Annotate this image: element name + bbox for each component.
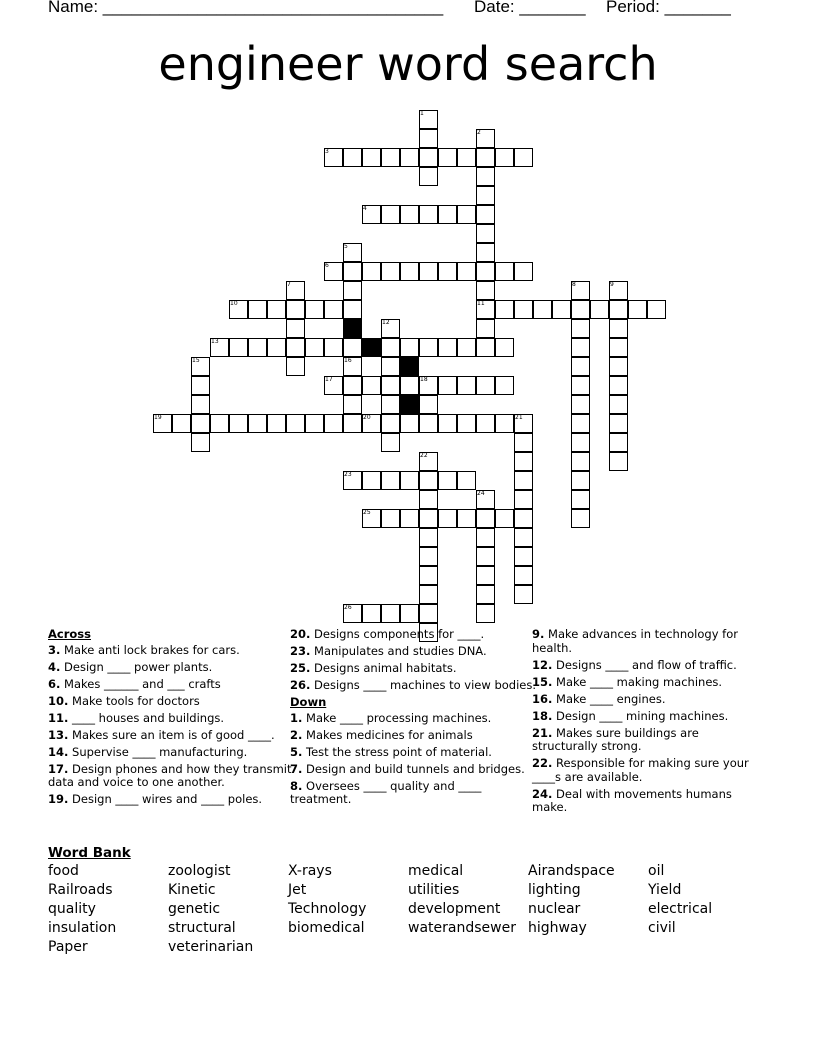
grid-cell[interactable]: [286, 319, 305, 338]
grid-cell[interactable]: [400, 262, 419, 281]
clue-text: Design ____ power plants.: [60, 659, 213, 674]
grid-cell[interactable]: [609, 433, 628, 452]
grid-cell[interactable]: [476, 167, 495, 186]
grid-cell[interactable]: [457, 471, 476, 490]
grid-cell[interactable]: [343, 148, 362, 167]
clue: [48, 678, 298, 692]
grid-cell[interactable]: [609, 338, 628, 357]
grid-cell[interactable]: [381, 433, 400, 452]
grid-cell[interactable]: [476, 148, 495, 167]
grid-cell[interactable]: [552, 300, 571, 319]
word-bank-word: insulation: [48, 920, 117, 936]
clue: [290, 763, 540, 777]
clue-text: Make ____ making machines.: [552, 674, 723, 689]
clue-num: 2.: [290, 727, 303, 742]
grid-cell[interactable]: [571, 452, 590, 471]
clue-text: Design phones and how they transmit data and voice to one another.: [48, 761, 292, 789]
clue-number: 10: [230, 300, 238, 308]
grid-cell[interactable]: [476, 243, 495, 262]
word-bank-word: civil: [648, 920, 676, 936]
clue: [48, 793, 298, 807]
word-bank-word: lighting: [528, 882, 581, 898]
grid-cell[interactable]: [438, 262, 457, 281]
clue-num: 6.: [48, 676, 61, 691]
clue-number: 25: [363, 509, 371, 517]
grid-cell[interactable]: [609, 300, 628, 319]
grid-cell[interactable]: [381, 262, 400, 281]
clue-number: 19: [154, 414, 162, 422]
grid-cell[interactable]: [571, 509, 590, 528]
grid-cell[interactable]: [495, 262, 514, 281]
grid-cell[interactable]: [514, 490, 533, 509]
grid-cell[interactable]: [457, 205, 476, 224]
grid-cell[interactable]: [419, 262, 438, 281]
grid-cell[interactable]: [400, 376, 419, 395]
grid-cell[interactable]: [419, 566, 438, 585]
grid-cell[interactable]: [267, 300, 286, 319]
clue-text: Make ____ processing machines.: [302, 710, 492, 725]
clue-number: 1: [420, 110, 424, 118]
clue-num: 22.: [532, 756, 553, 770]
grid-cell[interactable]: [343, 300, 362, 319]
clue-num: 14.: [48, 744, 69, 759]
period-field-label: Period: _______: [606, 0, 731, 16]
clue-number: 9: [610, 281, 614, 289]
grid-cell[interactable]: [438, 509, 457, 528]
word-bank-word: biomedical: [288, 920, 365, 936]
clue: [532, 676, 762, 690]
grid-cell: [400, 395, 419, 414]
word-bank-heading: Word Bank: [48, 845, 131, 861]
grid-cell[interactable]: [571, 376, 590, 395]
grid-cell[interactable]: [362, 376, 381, 395]
grid-cell[interactable]: [419, 471, 438, 490]
grid-cell[interactable]: [571, 414, 590, 433]
grid-cell[interactable]: [381, 357, 400, 376]
clue-text: Manipulates and studies DNA.: [310, 644, 487, 658]
grid-cell[interactable]: [362, 262, 381, 281]
grid-cell: [400, 357, 419, 376]
grid-cell[interactable]: [457, 509, 476, 528]
grid-cell[interactable]: [419, 585, 438, 604]
word-bank-word: Railroads: [48, 882, 113, 898]
clue-num: 7.: [290, 761, 303, 776]
clue: [532, 788, 762, 815]
grid-cell[interactable]: [267, 338, 286, 357]
clue-num: 4.: [48, 659, 61, 674]
grid-cell[interactable]: [248, 338, 267, 357]
grid-cell[interactable]: [172, 414, 191, 433]
clue: [532, 628, 762, 655]
clue-text: Supervise ____ manufacturing.: [68, 744, 248, 759]
word-bank-word: medical: [408, 863, 464, 879]
grid-cell[interactable]: [514, 547, 533, 566]
clue-number: 23: [344, 471, 352, 479]
grid-cell[interactable]: [457, 262, 476, 281]
clue: [48, 763, 298, 790]
grid-cell[interactable]: [476, 319, 495, 338]
grid-cell[interactable]: [400, 414, 419, 433]
grid-cell[interactable]: [457, 338, 476, 357]
clue-number: 18: [420, 376, 428, 384]
grid-cell[interactable]: [476, 414, 495, 433]
clue: [290, 645, 540, 659]
clue-number: 4: [363, 205, 367, 213]
clue-text: Designs ____ machines to view bodies.: [310, 678, 536, 692]
grid-cell[interactable]: [381, 338, 400, 357]
grid-cell[interactable]: [286, 300, 305, 319]
grid-cell[interactable]: [495, 338, 514, 357]
clue: [532, 727, 762, 754]
grid-cell[interactable]: [248, 414, 267, 433]
grid-cell[interactable]: [571, 300, 590, 319]
word-bank-word: genetic: [168, 901, 221, 917]
clue-text: Design and build tunnels and bridges.: [302, 761, 525, 776]
clue-text: Designs ____ and flow of traffic.: [552, 657, 737, 672]
grid-cell[interactable]: [495, 148, 514, 167]
clue-num: 17.: [48, 761, 69, 776]
grid-cell[interactable]: [476, 376, 495, 395]
word-bank-word: Paper: [48, 939, 88, 955]
clue: [290, 628, 540, 642]
clue-text: Deal with movements humans make.: [532, 786, 732, 814]
grid-cell[interactable]: [400, 471, 419, 490]
grid-cell[interactable]: [438, 471, 457, 490]
clue-text: Make anti lock brakes for cars.: [60, 642, 240, 657]
clue-number: 20: [363, 414, 371, 422]
clue-num: 13.: [48, 727, 69, 742]
grid-cell[interactable]: [419, 490, 438, 509]
clue-number: 6: [325, 262, 329, 270]
grid-cell[interactable]: [381, 148, 400, 167]
clue-num: 16.: [532, 691, 553, 706]
grid-cell[interactable]: [533, 300, 552, 319]
grid-cell[interactable]: [571, 319, 590, 338]
grid-cell[interactable]: [343, 338, 362, 357]
clue: [532, 693, 762, 707]
clue-num: 25.: [290, 661, 311, 675]
grid-cell[interactable]: [419, 167, 438, 186]
clue-number: 17: [325, 376, 333, 384]
grid-cell[interactable]: [400, 338, 419, 357]
clue: [532, 659, 762, 673]
clue-num: 5.: [290, 744, 303, 759]
grid-cell[interactable]: [438, 414, 457, 433]
grid-cell[interactable]: [343, 262, 362, 281]
clue-num: 26.: [290, 678, 311, 692]
clue-num: 1.: [290, 710, 303, 725]
clue-number: 8: [572, 281, 576, 289]
grid-cell[interactable]: [476, 566, 495, 585]
grid-cell[interactable]: [400, 148, 419, 167]
grid-cell[interactable]: [476, 262, 495, 281]
word-bank-word: Airandspace: [528, 863, 615, 879]
grid-cell[interactable]: [419, 604, 438, 623]
clue-number: 26: [344, 604, 352, 612]
clue-text: Oversees ____ quality and ____ treatment.: [290, 778, 482, 806]
grid-cell[interactable]: [609, 414, 628, 433]
grid-cell[interactable]: [419, 148, 438, 167]
grid-cell[interactable]: [400, 604, 419, 623]
clue-text: Makes ______ and ___ crafts: [60, 676, 221, 691]
grid-cell[interactable]: [191, 376, 210, 395]
grid-cell[interactable]: [419, 205, 438, 224]
clue-num: 23.: [290, 644, 311, 658]
grid-cell[interactable]: [286, 357, 305, 376]
grid-cell[interactable]: [381, 509, 400, 528]
clue-num: 9.: [532, 627, 545, 641]
grid-cell[interactable]: [571, 338, 590, 357]
grid-cell[interactable]: [571, 490, 590, 509]
grid-cell[interactable]: [419, 129, 438, 148]
grid-cell[interactable]: [419, 528, 438, 547]
clue-num: 24.: [532, 786, 553, 801]
grid-cell[interactable]: [286, 338, 305, 357]
grid-cell[interactable]: [457, 148, 476, 167]
grid-cell[interactable]: [609, 452, 628, 471]
grid-cell[interactable]: [343, 281, 362, 300]
grid-cell[interactable]: [248, 300, 267, 319]
grid-cell[interactable]: [514, 148, 533, 167]
grid-cell[interactable]: [495, 509, 514, 528]
grid-cell[interactable]: [628, 300, 647, 319]
page-title: engineer word search: [158, 37, 658, 91]
date-field-label: Date: _______: [474, 0, 586, 16]
word-bank-word: zoologist: [168, 863, 231, 879]
clue-text: Make advances in technology for health.: [532, 627, 738, 655]
clue: [48, 729, 298, 743]
word-bank-word: Technology: [288, 901, 367, 917]
grid-cell[interactable]: [286, 414, 305, 433]
grid-cell[interactable]: [438, 148, 457, 167]
grid-cell[interactable]: [381, 604, 400, 623]
grid-cell[interactable]: [229, 338, 248, 357]
clue: [290, 712, 540, 726]
grid-cell[interactable]: [362, 148, 381, 167]
grid-cell[interactable]: [191, 433, 210, 452]
grid-cell[interactable]: [571, 433, 590, 452]
grid-cell[interactable]: [609, 395, 628, 414]
clue-text: Design ____ mining machines.: [552, 708, 729, 723]
grid-cell[interactable]: [609, 376, 628, 395]
grid-cell[interactable]: [324, 414, 343, 433]
grid-cell[interactable]: [590, 300, 609, 319]
name-field-label: Name: ____________________________________: [48, 0, 444, 16]
grid-cell[interactable]: [381, 471, 400, 490]
clue-num: 21.: [532, 725, 553, 740]
clue-number: 3: [325, 148, 329, 156]
word-bank-word: development: [408, 901, 501, 917]
clue-number: 14: [363, 338, 371, 346]
clue-number: 11: [477, 300, 485, 308]
grid-cell[interactable]: [476, 224, 495, 243]
clue: [48, 695, 298, 709]
clue-num: 20.: [290, 627, 311, 641]
grid-cell[interactable]: [495, 414, 514, 433]
clue-num: 11.: [48, 710, 69, 725]
grid-cell[interactable]: [305, 300, 324, 319]
clue: [48, 644, 298, 658]
clue-number: 13: [211, 338, 219, 346]
grid-cell[interactable]: [438, 205, 457, 224]
grid-cell[interactable]: [191, 395, 210, 414]
grid-cell[interactable]: [476, 604, 495, 623]
clues-column-1: [48, 628, 298, 810]
clue-text: Responsible for making sure your ____s are available.: [532, 756, 749, 784]
word-bank-word: Kinetic: [168, 882, 216, 898]
grid-cell[interactable]: [514, 433, 533, 452]
grid-cell[interactable]: [305, 338, 324, 357]
clue: [290, 729, 540, 743]
clue: [290, 679, 540, 693]
grid-cell[interactable]: [419, 509, 438, 528]
clue-text: Make ____ engines.: [552, 691, 666, 706]
clue-text: Makes sure an item is of good ____.: [68, 727, 275, 742]
clues-column-2: [290, 628, 540, 810]
clues-column-3: [532, 628, 762, 818]
grid-cell[interactable]: [514, 528, 533, 547]
grid-cell[interactable]: [400, 205, 419, 224]
clue-text: ____ houses and buildings.: [68, 710, 225, 725]
word-bank-word: Yield: [648, 882, 682, 898]
grid-cell[interactable]: [191, 414, 210, 433]
clue: [532, 710, 762, 724]
grid-cell[interactable]: [609, 319, 628, 338]
grid-cell[interactable]: [267, 414, 286, 433]
clue-number: 2: [477, 129, 481, 137]
clue: [290, 662, 540, 676]
grid-cell[interactable]: [343, 395, 362, 414]
grid-cell[interactable]: [476, 585, 495, 604]
grid-cell[interactable]: [514, 300, 533, 319]
clue-num: 8.: [290, 778, 303, 793]
clue-text: Design ____ wires and ____ poles.: [68, 792, 263, 806]
clue-number: 5: [344, 243, 348, 251]
grid-cell[interactable]: [514, 509, 533, 528]
clue-number: 21: [515, 414, 523, 422]
word-bank-word: oil: [648, 863, 665, 879]
grid-cell[interactable]: [476, 338, 495, 357]
word-bank-word: utilities: [408, 882, 460, 898]
grid-cell[interactable]: [476, 509, 495, 528]
word-bank-word: Jet: [288, 882, 307, 898]
clue: [48, 661, 298, 675]
clue-text: Designs components for ____.: [310, 627, 485, 641]
clue-num: 12.: [532, 657, 553, 672]
word-bank-word: nuclear: [528, 901, 581, 917]
clue: [290, 746, 540, 760]
grid-cell[interactable]: [419, 547, 438, 566]
grid-cell[interactable]: [210, 414, 229, 433]
clue-number: 15: [192, 357, 200, 365]
clue: [48, 712, 298, 726]
grid-cell[interactable]: [571, 357, 590, 376]
word-bank-word: waterandsewer: [408, 920, 516, 936]
grid-cell[interactable]: [419, 395, 438, 414]
grid-cell[interactable]: [476, 205, 495, 224]
clue-number: 24: [477, 490, 485, 498]
across-heading: Across: [48, 627, 91, 641]
clue-num: 10.: [48, 693, 69, 708]
clue-number: 16: [344, 357, 352, 365]
grid-cell[interactable]: [305, 414, 324, 433]
word-bank-word: electrical: [648, 901, 713, 917]
grid-cell: [343, 319, 362, 338]
grid-cell[interactable]: [476, 186, 495, 205]
word-bank-word: highway: [528, 920, 587, 936]
clue-num: 15.: [532, 674, 553, 689]
clue: [532, 757, 762, 784]
grid-cell[interactable]: [571, 471, 590, 490]
clue-text: Designs animal habitats.: [310, 661, 457, 675]
word-bank-word: X-rays: [288, 863, 332, 879]
grid-cell[interactable]: [514, 566, 533, 585]
clue-num: 19.: [48, 792, 69, 806]
clue-number: 12: [382, 319, 390, 327]
grid-cell[interactable]: [362, 604, 381, 623]
clue-num: 18.: [532, 708, 553, 723]
clue-text: Make tools for doctors: [68, 693, 200, 708]
clue: [48, 746, 298, 760]
grid-cell[interactable]: [457, 376, 476, 395]
grid-cell[interactable]: [438, 376, 457, 395]
word-bank-word: veterinarian: [168, 939, 254, 955]
grid-cell[interactable]: [495, 300, 514, 319]
grid-cell[interactable]: [514, 471, 533, 490]
grid-cell[interactable]: [495, 376, 514, 395]
clue-text: Makes sure buildings are structurally strong.: [532, 725, 699, 753]
grid-cell[interactable]: [362, 471, 381, 490]
grid-cell[interactable]: [381, 205, 400, 224]
grid-cell[interactable]: [647, 300, 666, 319]
grid-cell[interactable]: [381, 376, 400, 395]
grid-cell[interactable]: [571, 395, 590, 414]
word-bank-word: structural: [168, 920, 236, 936]
clue: [290, 780, 540, 807]
grid-cell[interactable]: [514, 262, 533, 281]
grid-cell[interactable]: [476, 547, 495, 566]
word-bank-word: food: [48, 863, 79, 879]
clue-number: 7: [287, 281, 291, 289]
grid-cell[interactable]: [476, 281, 495, 300]
grid-cell[interactable]: [324, 300, 343, 319]
grid-cell[interactable]: [381, 414, 400, 433]
grid-cell[interactable]: [343, 414, 362, 433]
grid-cell[interactable]: [514, 585, 533, 604]
word-bank-word: quality: [48, 901, 96, 917]
clue-text: Test the stress point of material.: [302, 744, 492, 759]
grid-cell[interactable]: [438, 338, 457, 357]
clue-text: Makes medicines for animals: [302, 727, 473, 742]
down-heading: Down: [290, 695, 327, 709]
clue-num: 3.: [48, 642, 61, 657]
clue-number: 22: [420, 452, 428, 460]
grid-cell[interactable]: [609, 357, 628, 376]
grid-cell[interactable]: [457, 414, 476, 433]
grid-cell[interactable]: [514, 452, 533, 471]
grid-cell[interactable]: [400, 509, 419, 528]
grid-cell[interactable]: [343, 376, 362, 395]
grid-cell[interactable]: [381, 395, 400, 414]
grid-cell[interactable]: [419, 338, 438, 357]
grid-cell[interactable]: [419, 414, 438, 433]
grid-cell[interactable]: [229, 414, 248, 433]
grid-cell[interactable]: [476, 528, 495, 547]
grid-cell[interactable]: [324, 338, 343, 357]
